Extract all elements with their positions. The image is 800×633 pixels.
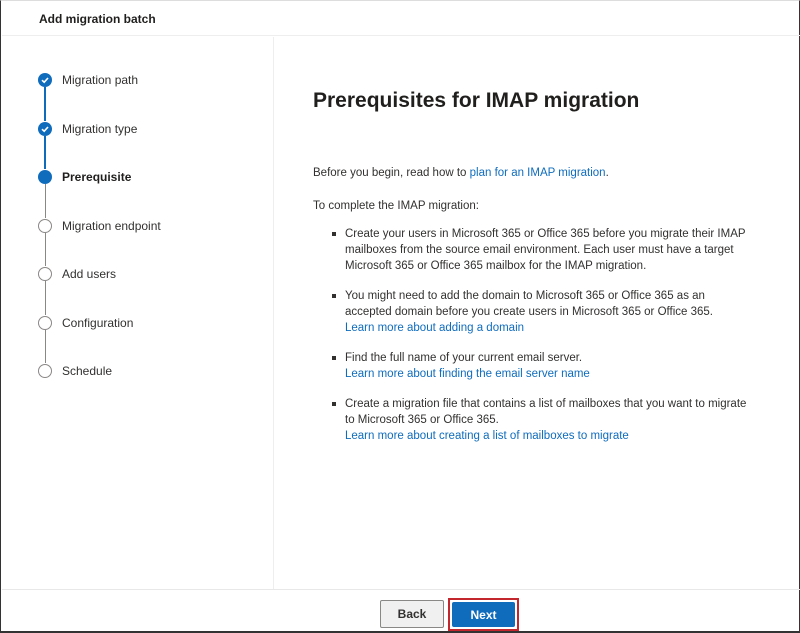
dialog-footer: [2, 589, 800, 632]
step-connector: [45, 330, 46, 363]
empty-circle-icon: [38, 267, 52, 281]
mailbox-list-link[interactable]: Learn more about creating a list of mailboxes to migrate: [345, 430, 629, 442]
bullet-text: Create your users in Microsoft 365 or Office 365 before you migrate their IMAP mailboxes from the source email environment. Each user must have a target Microsoft 365 or Office 365 mailbox for the IMAP migration.: [345, 228, 746, 272]
step-migration-type: [38, 121, 137, 137]
check-circle-icon: [38, 73, 52, 87]
dialog-header: [2, 1, 800, 36]
list-item: [331, 226, 751, 274]
step-add-users: [38, 266, 116, 282]
step-migration-endpoint: [38, 218, 161, 234]
step-label: Migration path: [62, 73, 139, 87]
check-circle-icon: [38, 122, 52, 136]
step-connector: [44, 87, 46, 121]
list-heading: To complete the IMAP migration:: [313, 200, 479, 212]
step-prerequisite: [38, 169, 131, 185]
list-item: [331, 396, 751, 444]
plan-imap-migration-link[interactable]: plan for an IMAP migration: [469, 167, 606, 179]
email-server-name-link[interactable]: Learn more about finding the email server name: [345, 368, 590, 380]
empty-circle-icon: [38, 219, 52, 233]
bullet-text: Create a migration file that contains a list of mailboxes that you want to migrate to Microsoft 365 or Office 365.: [345, 398, 747, 426]
intro-suffix: .: [605, 167, 609, 179]
step-configuration: [38, 315, 133, 331]
step-connector: [45, 281, 46, 315]
adding-domain-link[interactable]: Learn more about adding a domain: [345, 322, 525, 334]
step-label: Migration type: [62, 122, 138, 136]
step-label: Add users: [62, 267, 117, 281]
empty-circle-icon: [38, 364, 52, 378]
current-step-dot-icon: [38, 170, 52, 184]
wizard-steps-sidebar: [2, 37, 274, 589]
intro-prefix: Before you begin, read how to: [313, 167, 470, 179]
prerequisite-list: [331, 226, 751, 458]
empty-circle-icon: [38, 316, 52, 330]
next-button[interactable]: Next: [452, 602, 515, 627]
step-connector: [45, 233, 46, 266]
dialog-title: Add migration batch: [39, 12, 156, 26]
intro-text: [313, 167, 609, 179]
bullet-text: You might need to add the domain to Microsoft 365 or Office 365 as an accepted domain before you create users in Microsoft 365 or Office 365.: [345, 290, 713, 318]
bullet-text: Find the full name of your current email server.: [345, 352, 583, 364]
step-connector: [45, 184, 46, 218]
step-label: Prerequisite: [62, 170, 132, 184]
main-content: [275, 37, 799, 589]
back-button[interactable]: Back: [380, 600, 444, 628]
list-item: [331, 288, 751, 336]
step-label: Configuration: [62, 316, 134, 330]
step-label: Schedule: [62, 364, 113, 378]
step-connector: [44, 136, 46, 169]
step-migration-path: [38, 72, 138, 88]
step-schedule: [38, 363, 112, 379]
list-item: [331, 350, 751, 382]
page-title: Prerequisites for IMAP migration: [313, 89, 640, 112]
step-label: Migration endpoint: [62, 219, 161, 233]
